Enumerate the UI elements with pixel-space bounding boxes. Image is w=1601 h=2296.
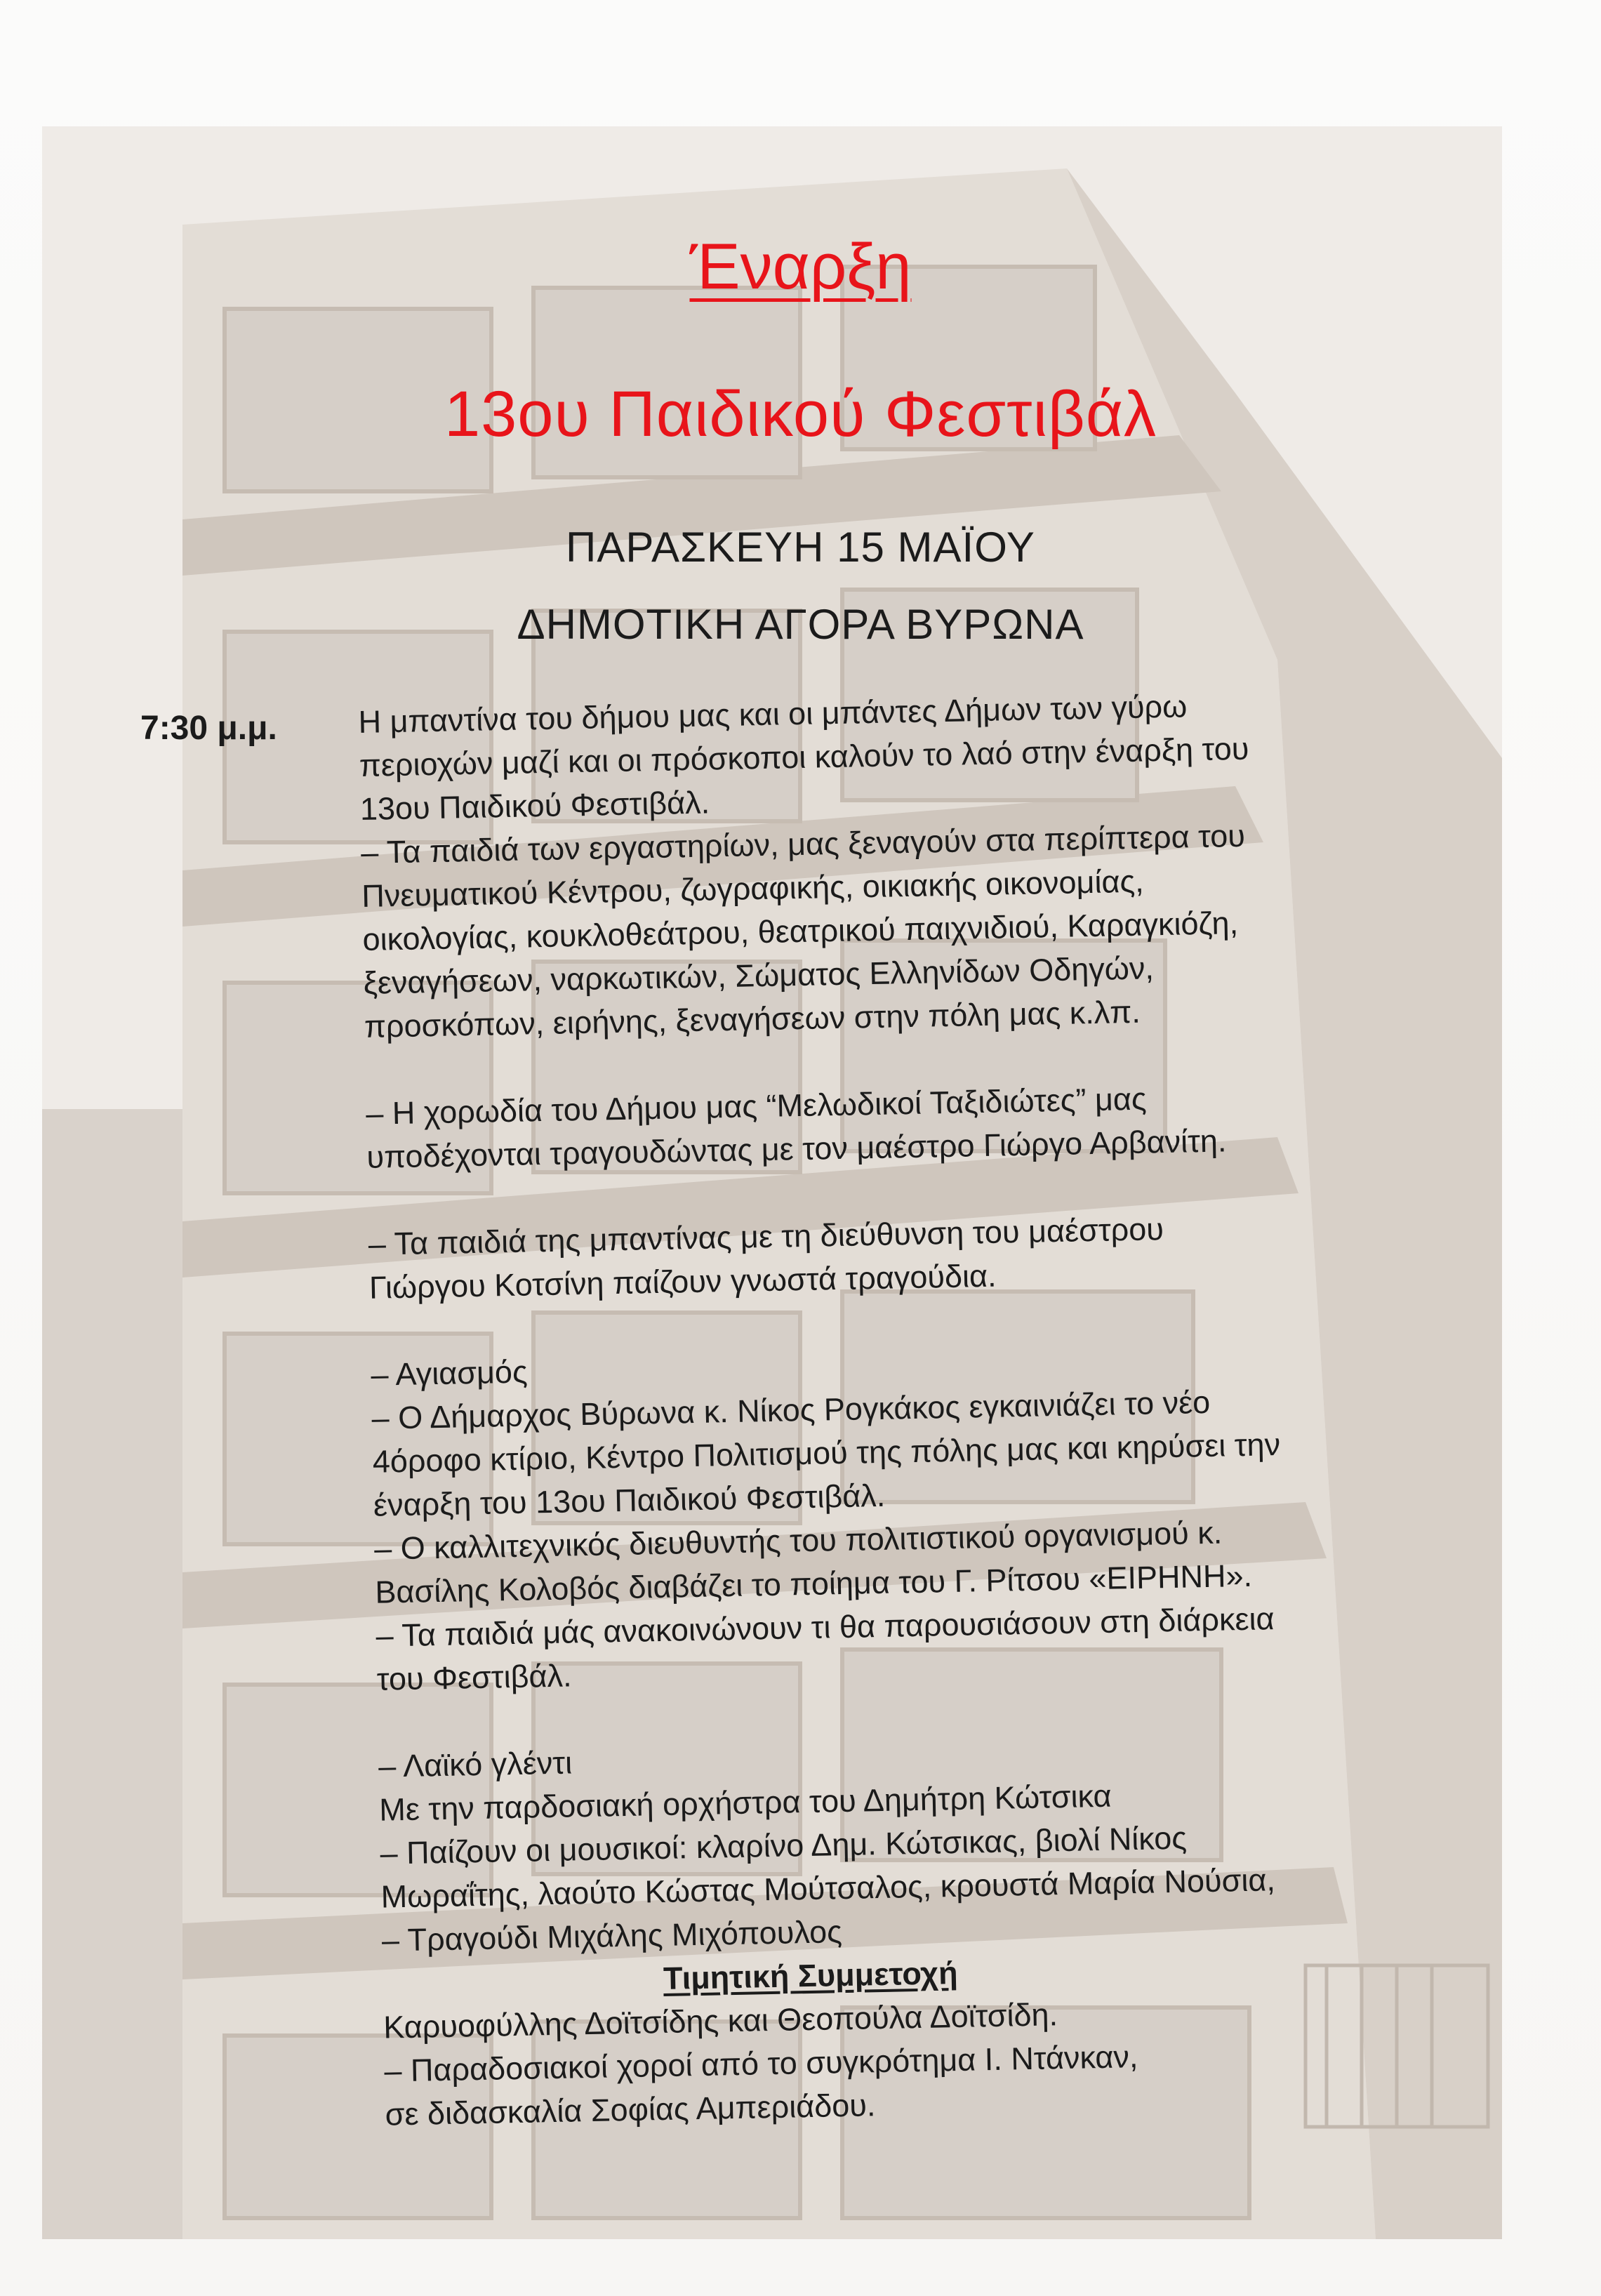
program-line: 4όροφο κτίριο, Κέντρο Πολιτισμού της πόλης μας και κηρύσει την (372, 1426, 1281, 1480)
program-line: Γιώργου Κοτσίνη παίζουν γνωστά τραγούδια. (368, 1257, 997, 1306)
program-line: Με την παρδοσιακή ορχήστρα του Δημήτρη Κώτσικα (378, 1777, 1112, 1828)
program-line: – Παίζουν οι μουσικοί: κλαρίνο Δημ. Κώτσικας, βιολί Νίκος (380, 1819, 1188, 1871)
program-line: – Ο καλλιτεχνικός διευθυντής του πολιτιστικού οργανισμού κ. (373, 1514, 1223, 1567)
event-venue: ΔΗΜΟΤΙΚΗ ΑΓΟΡΑ ΒΥΡΩΝΑ (517, 601, 1084, 648)
program-line: προσκόπων, ειρήνης, ξεναγήσεων στην πόλη μας κ.λπ. (364, 993, 1141, 1044)
program-line: – Η χορωδία του Δήμου μας “Μελωδικοί Ταξιδιώτες” μας (365, 1080, 1148, 1132)
program-line: οικολογίας, κουκλοθεάτρου, θεατρικού παιχνιδιού, Καραγκιόζη, (362, 904, 1239, 957)
program-line: ξεναγήσεων, ναρκωτικών, Σώματος Ελληνίδων Οδηγών, (363, 950, 1155, 1001)
program-line: έναρξη του 13ου Παιδικού Φεστιβάλ. (373, 1477, 886, 1523)
program-line: – Αγιασμός (370, 1353, 529, 1393)
program-line: – Λαϊκό γλέντι (378, 1744, 573, 1784)
page-title: Έναρξη (689, 231, 912, 303)
program-line: – Τραγούδι Μιχάλης Μιχόπουλος (381, 1913, 843, 1958)
program-line: – Τα παιδιά της μπαντίνας με τη διεύθυνση του μαέστρου (368, 1211, 1164, 1262)
event-time: 7:30 μ.μ. (140, 710, 277, 747)
program-line: – Ο Δήμαρχος Βύρωνα κ. Νίκος Ρογκάκος εγκαινιάζει το νέο (371, 1383, 1211, 1436)
program-line: – Τα παιδιά των εργαστηρίων, μας ξεναγούν στα περίπτερα του (360, 817, 1246, 870)
program-line: Η μπαντίνα του δήμου μας και οι μπάντες Δήμων των γύρω (358, 688, 1188, 740)
program-line: Καρυοφύλλης Δοϊτσίδης και Θεοπούλα Δοϊτσίδη. (383, 1996, 1058, 2045)
program-line: Πνευματικού Κέντρου, ζωγραφικής, οικιακής οικονομίας, (361, 863, 1145, 914)
program-line: περιοχών μαζί και οι πρόσκοποι καλούν το λαό στην έναρξη του (359, 730, 1249, 783)
program-text (358, 679, 1480, 2137)
program-line: – Τα παιδιά μάς ανακοινώνουν τι θα παρουσιάσουν στη διάρκεια (376, 1600, 1275, 1654)
program-line: 13ου Παιδικού Φεστιβάλ. (359, 784, 710, 827)
program-line: Μωραΐτης, λαούτο Κώστας Μούτσαλος, κρουστά Μαρία Νούσια, (380, 1862, 1276, 1915)
festival-subtitle: 13ου Παιδικού Φεστιβάλ (444, 378, 1157, 450)
event-date: ΠΑΡΑΣΚΕΥΗ 15 ΜΑΪΟΥ (566, 524, 1035, 571)
program-line: – Παραδοσιακοί χοροί από το συγκρότημα Ι. Ντάνκαν, (383, 2038, 1138, 2089)
program-line: υποδέχονται τραγουδώντας με τον μαέστρο Γιώργο Αρβανίτη. (366, 1122, 1227, 1175)
honor-heading: Τιμητική Συμμετοχή (663, 1954, 959, 1996)
program-line: Βασίλης Κολοβός διαβάζει το ποίημα του Γ. Ρίτσου «ΕΙΡΗΝΗ». (374, 1557, 1253, 1610)
program-line: του Φεστιβάλ. (376, 1657, 572, 1697)
program-line: σε διδασκαλία Σοφίας Αμπεριάδου. (385, 2087, 876, 2132)
